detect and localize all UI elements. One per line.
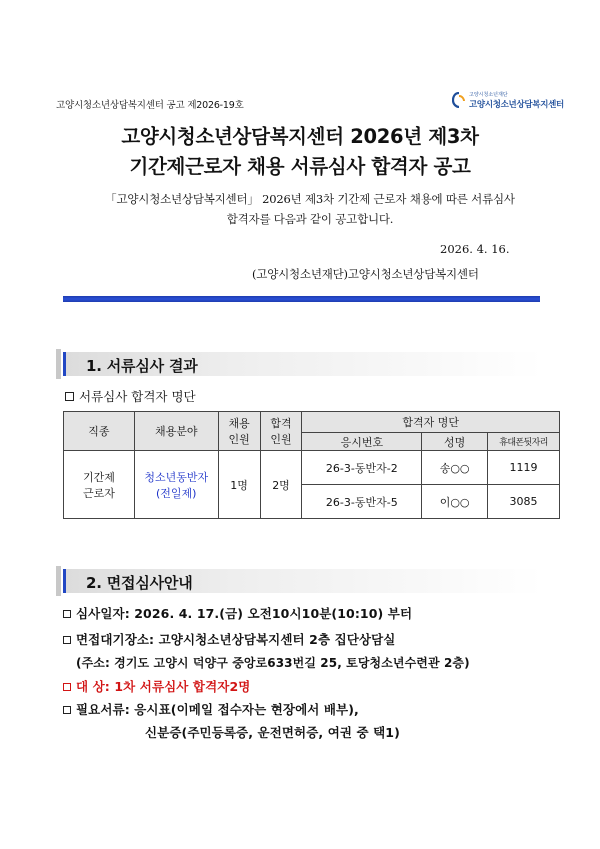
- section2-title: 2. 면접심사안내: [86, 574, 193, 592]
- header-name: 성명: [422, 433, 488, 451]
- phone-cell: 3085: [488, 485, 560, 519]
- page-title-line1: 고양시청소년상담복지센터 2026년 제3차: [121, 125, 479, 148]
- checkbox-bullet-icon: [63, 706, 71, 714]
- header-phone: 휴대폰뒷자리: [488, 433, 560, 451]
- required-docs-line: 필요서류: 응시표(이메일 접수자는 현장에서 배부),: [63, 700, 359, 718]
- section2-heading: [63, 569, 543, 593]
- required-docs-line2: 신분증(주민등록증, 운전면허증, 여권 중 택1): [145, 725, 400, 740]
- logo-subtext: 고양시청소년재단: [469, 92, 508, 98]
- checkbox-bullet-icon: [63, 636, 71, 644]
- name-cell: 송○○: [422, 451, 488, 485]
- subtitle-text: 서류심사 합격자 명단: [79, 389, 196, 404]
- target-line: 대 상: 1차 서류심사 합격자2명: [63, 677, 250, 695]
- header-divider: [63, 296, 540, 302]
- issuer: (고양시청소년재단)고양시청소년상담복지센터: [252, 267, 479, 281]
- checkbox-bullet-icon: [65, 392, 74, 401]
- logo-text: 고양시청소년상담복지센터: [469, 100, 564, 110]
- phone-cell: 1119: [488, 451, 560, 485]
- notice-number: 고양시청소년상담복지센터 공고 제2026-19호: [56, 100, 244, 111]
- header-pass-count: 합격 인원: [260, 412, 302, 451]
- table-row: [64, 451, 560, 485]
- intro-line2: 합격자를 다음과 같이 공고합니다.: [226, 212, 394, 226]
- interview-date-line: 심사일자: 2026. 4. 17.(금) 오전10시10분(10:10) 부터: [63, 604, 412, 622]
- pass-count-cell: 2명: [260, 451, 302, 519]
- section1-title: 1. 서류심사 결과: [86, 357, 198, 375]
- section-stripe: [56, 349, 61, 379]
- exam-no-cell: 26-3-동반자-5: [302, 485, 422, 519]
- passers-table: [63, 411, 560, 519]
- section-stripe: [56, 566, 61, 596]
- section1-heading: [63, 352, 543, 376]
- checkbox-bullet-icon: [63, 683, 71, 691]
- address-line: (주소: 경기도 고양시 덕양구 중앙로633번길 25, 토당청소년수련관 2층): [76, 656, 470, 670]
- logo-mark-icon: [452, 92, 466, 108]
- section1-subtitle: [65, 387, 196, 405]
- notice-date: 2026. 4. 16.: [440, 242, 510, 256]
- header-exam-no: 응시번호: [302, 433, 422, 451]
- page-title-line2: 기간제근로자 채용 서류심사 합격자 공고: [129, 155, 471, 178]
- name-cell: 이○○: [422, 485, 488, 519]
- exam-no-cell: 26-3-동반자-2: [302, 451, 422, 485]
- hire-count-cell: 1명: [218, 451, 260, 519]
- header-passers: 합격자 명단: [302, 412, 560, 433]
- header-job: 직종: [64, 412, 135, 451]
- field-cell: 청소년동반자 (전일제): [134, 451, 218, 519]
- header-hire-count: 채용 인원: [218, 412, 260, 451]
- checkbox-bullet-icon: [63, 610, 71, 618]
- header-field: 채용분야: [134, 412, 218, 451]
- foundation-logo: [452, 89, 564, 111]
- interview-place-line: 면접대기장소: 고양시청소년상담복지센터 2층 집단상담실: [63, 630, 395, 648]
- job-cell: 기간제 근로자: [64, 451, 135, 519]
- intro-line1: 「고양시청소년상담복지센터」 2026년 제3차 기간제 근로자 채용에 따른 서류심사: [105, 192, 515, 206]
